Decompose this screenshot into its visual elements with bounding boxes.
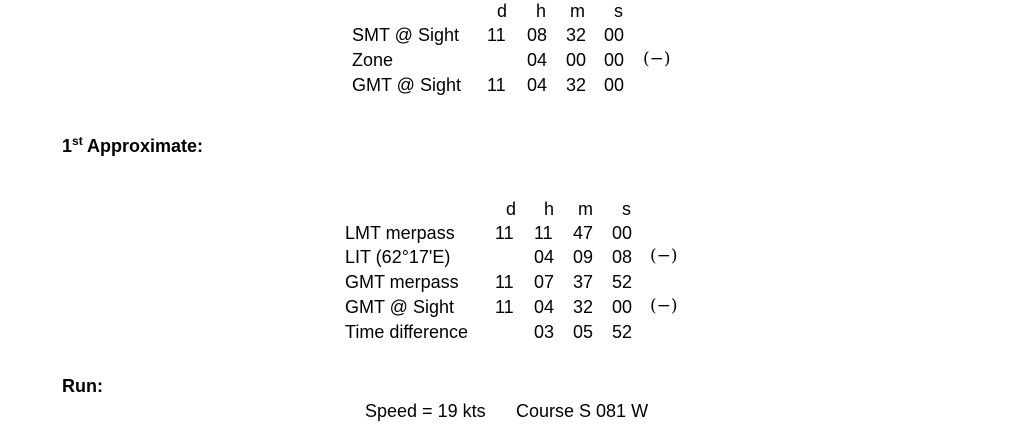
- cell-h: 04: [527, 75, 548, 95]
- cell-d: 11: [495, 223, 514, 243]
- col-header-m: m: [570, 1, 585, 21]
- cell-m: 32: [566, 75, 587, 95]
- cell-m: 32: [566, 25, 587, 45]
- cell-h: 03: [534, 322, 555, 342]
- cell-h: 07: [534, 272, 555, 292]
- cell-m: 00: [566, 50, 587, 70]
- heading-number: 1: [62, 136, 73, 156]
- row-label: LIT (62°17ʹE): [345, 247, 451, 267]
- col-header-h: h: [536, 1, 547, 21]
- cell-s: 00: [612, 223, 633, 243]
- speed-text: Speed = 19 kts: [365, 401, 486, 421]
- row-label: SMT @ Sight: [352, 25, 459, 45]
- cell-m: 09: [573, 247, 594, 267]
- cell-m: 47: [573, 223, 594, 243]
- cell-s: 08: [612, 247, 633, 267]
- row-label: GMT @ Sight: [345, 297, 454, 317]
- heading-text: Approximate:: [87, 136, 204, 156]
- cell-d: 11: [487, 75, 506, 95]
- row-label: GMT merpass: [345, 272, 459, 292]
- cell-s: 52: [612, 272, 633, 292]
- col-header-s: s: [622, 199, 631, 219]
- heading-ordinal-suffix: st: [72, 134, 83, 148]
- col-header-d: d: [506, 199, 517, 219]
- cell-s: 00: [604, 50, 625, 70]
- col-header-h: h: [544, 199, 555, 219]
- cell-d: 11: [487, 25, 506, 45]
- row-label: Time difference: [345, 322, 469, 342]
- cell-m: 05: [573, 322, 594, 342]
- col-header-d: d: [497, 1, 508, 21]
- minus-sign: (−): [650, 296, 678, 316]
- course-text: Course S 081 W: [516, 401, 649, 421]
- heading-approximate: [62, 135, 203, 155]
- minus-sign: (−): [643, 49, 671, 69]
- row-label: LMT merpass: [345, 223, 455, 243]
- cell-h: 04: [527, 50, 548, 70]
- cell-h: 08: [527, 25, 548, 45]
- heading-run: Run:: [62, 376, 103, 396]
- cell-h: 04: [534, 247, 555, 267]
- col-header-m: m: [578, 199, 593, 219]
- cell-m: 37: [573, 272, 594, 292]
- cell-d: 11: [495, 297, 514, 317]
- cell-s: 00: [612, 297, 633, 317]
- minus-sign: (−): [650, 246, 678, 266]
- row-label: Zone: [352, 50, 394, 70]
- cell-s: 52: [612, 322, 633, 342]
- col-header-s: s: [614, 1, 623, 21]
- row-label: GMT @ Sight: [352, 75, 461, 95]
- cell-s: 00: [604, 75, 625, 95]
- cell-h: 11: [534, 223, 553, 243]
- cell-h: 04: [534, 297, 555, 317]
- cell-m: 32: [573, 297, 594, 317]
- cell-s: 00: [604, 25, 625, 45]
- cell-d: 11: [495, 272, 514, 292]
